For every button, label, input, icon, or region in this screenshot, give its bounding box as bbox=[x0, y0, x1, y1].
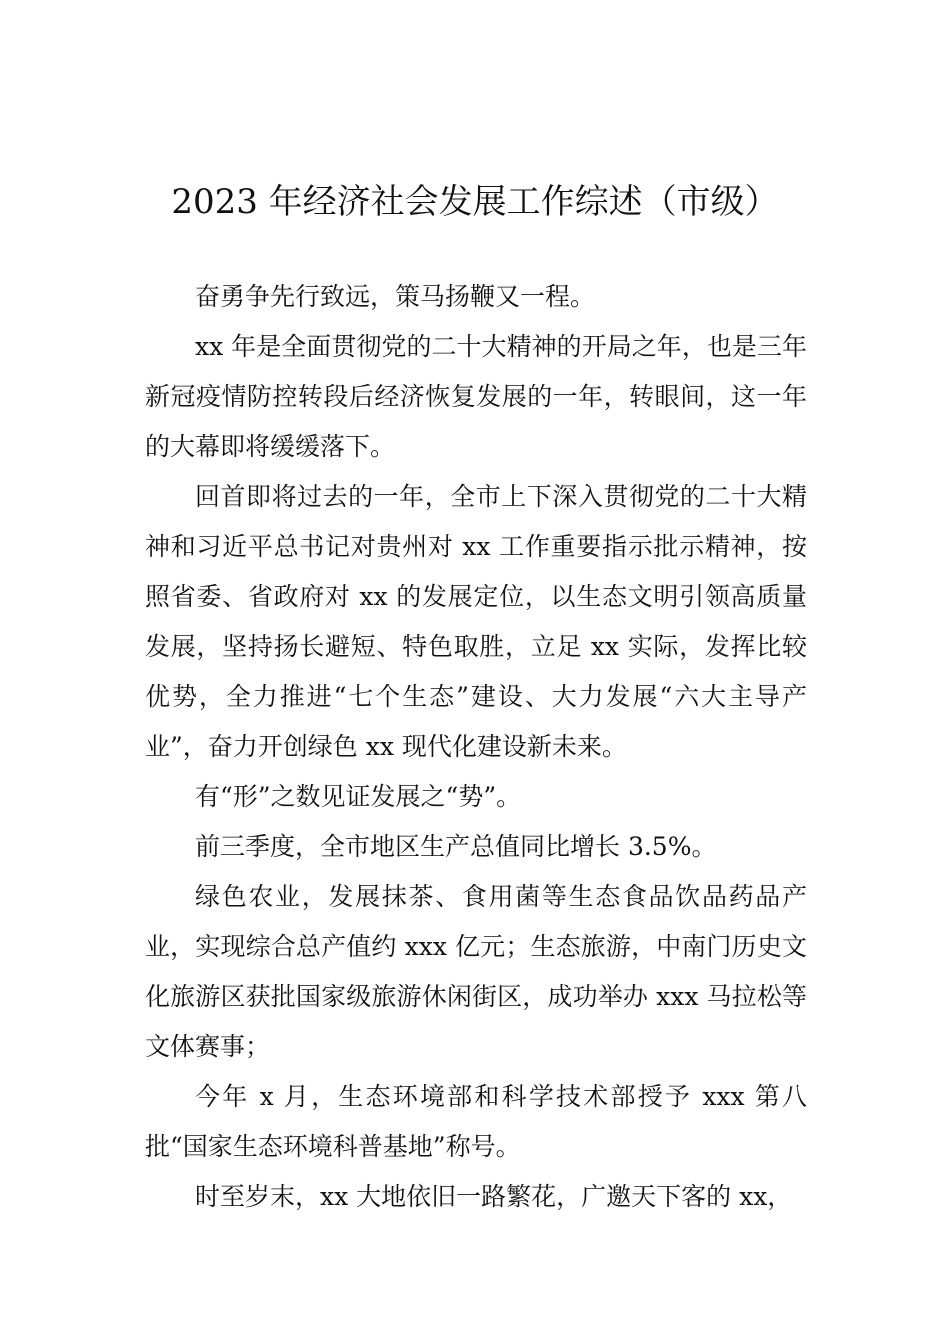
paragraph: 时至岁末，xx 大地依旧一路繁花，广邀天下客的 xx， bbox=[195, 1182, 793, 1211]
paragraph: 回首即将过去的一年，全市上下深入贯彻党的二十大精神和习近平总书记对贵州对 xx 工作重要指示批示精神，按照省委、省政府对 xx 的发展定位，以生态文明引领高质量发展，坚持扬长避短、特色取胜，立足 xx 实际，发挥比较优势，全力推进“七个生态”建设、大力发展“六大主导产业”，奋力开创绿色 xx 现代化建设新未来。 bbox=[145, 482, 807, 761]
paragraph: 有“形”之数见证发展之“势”。 bbox=[195, 782, 522, 811]
document-body bbox=[145, 272, 807, 1222]
paragraph: 今年 x 月，生态环境部和科学技术部授予 xxx 第八批“国家生态环境科普基地”称号。 bbox=[145, 1082, 807, 1161]
paragraph: xx 年是全面贯彻党的二十大精神的开局之年，也是三年新冠疫情防控转段后经济恢复发展的一年，转眼间，这一年的大幕即将缓缓落下。 bbox=[145, 332, 807, 461]
paragraph: 绿色农业，发展抹茶、食用菌等生态食品饮品药品产业，实现综合总产值约 xxx 亿元；生态旅游，中南门历史文化旅游区获批国家级旅游休闲街区，成功举办 xxx 马拉松等文体赛事； bbox=[145, 882, 807, 1061]
document-title: 2023 年经济社会发展工作综述（市级） bbox=[171, 182, 779, 222]
paragraph: 奋勇争先行致远，策马扬鞭又一程。 bbox=[195, 282, 596, 311]
paragraph: 前三季度，全市地区生产总值同比增长 3.5%。 bbox=[195, 832, 717, 861]
